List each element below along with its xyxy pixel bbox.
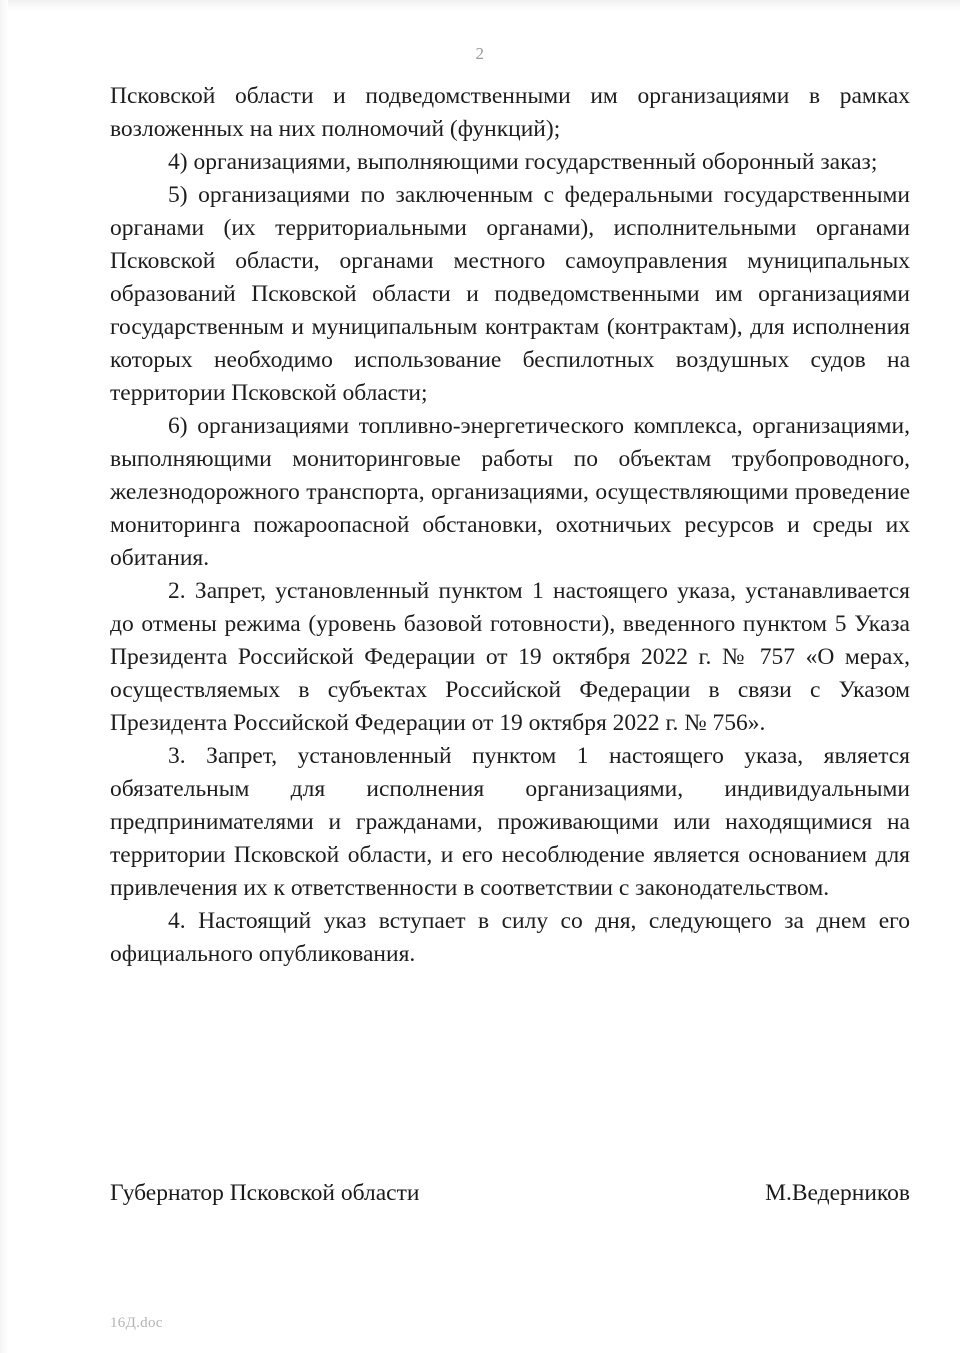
signatory-name: М.Ведерников — [765, 1180, 910, 1206]
signature-block — [110, 1177, 910, 1210]
paragraph-continuation: Псковской области и подведомственными им организациями в рамках возложенных на них полномочий (функций); — [110, 83, 910, 142]
paragraph-item-5: 5) организациями по заключенным с федеральными государственными органами (их территориальными органами), исполнительными органами Псковской области, органами местного самоуправления муниципальных образований Псковской области и подведомственными им организациями государственным и муниципальным контрактам (контрактам), для исполнения которых необходимо использование беспилотных воздушных судов на территории Псковской области; — [110, 182, 910, 406]
paragraph-clause-4: 4. Настоящий указ вступает в силу со дня, следующего за днем его официального опубликования. — [110, 908, 910, 967]
paragraph-item-4: 4) организациями, выполняющими государственный оборонный заказ; — [168, 149, 878, 175]
paragraph-clause-3: 3. Запрет, установленный пунктом 1 настоящего указа, является обязательным для исполнения организациями, индивидуальными предпринимателями и гражданами, проживающими или находящимися на территории Псковской области, и его несоблюдение является основанием для привлечения их к ответственности в соответствии с законодательством. — [110, 743, 910, 901]
signatory-role: Губернатор Псковской области — [110, 1180, 420, 1206]
page-number: 2 — [475, 44, 485, 63]
document-body — [110, 80, 910, 971]
footer-filename: 16Д.doc — [110, 1315, 163, 1331]
scan-edge-band-left — [0, 0, 8, 1353]
paragraph-item-6: 6) организациями топливно-энергетического комплекса, организациями, выполняющими мониторинговые работы по объектам трубопроводного, железнодорожного транспорта, организациями, осуществляющими проведение мониторинга пожароопасной обстановки, охотничьих ресурсов и среды их обитания. — [110, 413, 910, 571]
scan-edge-band-top — [0, 0, 960, 12]
paragraph-clause-2: 2. Запрет, установленный пунктом 1 настоящего указа, устанавливается до отмены режима (уровень базовой готовности), введенного пунктом 5 Указа Президента Российской Федерации от 19 октября 2022 г. № 757 «О мерах, осуществляемых в субъектах Российской Федерации в связи с Указом Президента Российской Федерации от 19 октября 2022 г. № 756». — [110, 578, 910, 736]
